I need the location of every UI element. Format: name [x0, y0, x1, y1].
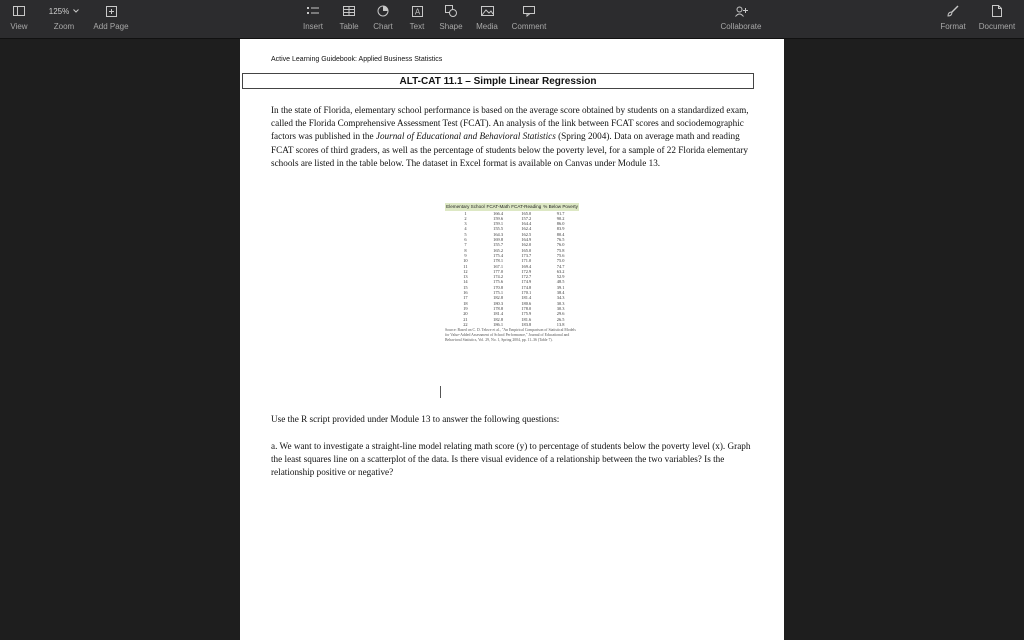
- intro-text-a: In the state of Florida, elementary school performance is based on the average score obtained by students on a standardized exam, called the Florida Comprehensive Assessment Test (FCAT). An analysis of the link between FCAT scores and sociodemographic factors was published in the: [271, 105, 749, 142]
- document-button[interactable]: [976, 0, 1018, 39]
- document-icon: [992, 0, 1002, 22]
- table-cell: 175.6: [493, 279, 504, 285]
- table-cell: 181.4: [493, 311, 504, 317]
- table-cell: 181.4: [521, 295, 532, 301]
- table-cell: 91.7: [556, 210, 565, 216]
- table-cell: 75.8: [556, 247, 565, 253]
- table-cell: 6: [464, 237, 467, 243]
- table-cell: 2: [464, 215, 467, 221]
- table-cell: 80.4: [556, 231, 565, 237]
- table-cell: 167.1: [493, 263, 504, 269]
- table-cell: 175.4: [493, 252, 504, 258]
- table-cell: 178.8: [493, 305, 504, 311]
- collaborate-button[interactable]: [717, 0, 765, 39]
- table-cell: 11: [463, 263, 468, 269]
- table-cell: 48.5: [556, 279, 565, 285]
- table-cell: 178.1: [493, 258, 504, 264]
- document-page[interactable]: [240, 39, 784, 640]
- add-page-button[interactable]: [92, 0, 130, 39]
- table-cell: 162.5: [521, 231, 532, 237]
- svg-text:A: A: [414, 7, 420, 16]
- text-button[interactable]: [406, 0, 428, 39]
- table-cell: 16: [463, 290, 468, 296]
- table-cell: 12: [463, 268, 468, 274]
- chevron-down-icon: [73, 9, 79, 13]
- table-cell: 159.1: [493, 221, 504, 227]
- table-cell: 182.8: [493, 295, 504, 301]
- add-page-icon: [106, 0, 117, 22]
- fcat-table-figure[interactable]: [445, 203, 580, 343]
- table-cell: 21: [463, 316, 468, 322]
- table-cell: 172.9: [521, 268, 532, 274]
- table-cell: 164.9: [521, 237, 532, 243]
- table-cell: 5: [464, 231, 467, 237]
- shape-button[interactable]: [438, 0, 464, 39]
- col-header-math: FCAT-Math: [486, 204, 510, 209]
- comment-label: Comment: [511, 22, 547, 31]
- table-cell: 15: [463, 284, 468, 290]
- page-title: ALT-CAT 11.1 – Simple Linear Regression: [242, 73, 754, 89]
- view-label: View: [10, 22, 28, 31]
- table-cell: 162.0: [521, 242, 532, 248]
- table-cell: 20: [463, 311, 468, 317]
- add-page-label: Add Page: [93, 22, 129, 31]
- comment-icon: [523, 0, 535, 22]
- table-cell: 26.5: [556, 316, 565, 322]
- table-cell: 22: [463, 321, 468, 327]
- table-row: [445, 322, 579, 327]
- table-cell: 157.2: [521, 215, 532, 221]
- table-cell: 170.8: [493, 284, 504, 290]
- table-cell: 76.5: [556, 237, 565, 243]
- table-source-note: Source: Based on C. D. Tekwe et al., "An Empirical Comparison of Statistical Models for Value-Added Assessment of School Performance," Journal of Educational and Behavioral Statistics, Vol. 29, No. 1, Spring 2004, pp. 11–36 (Table 7).: [445, 328, 576, 343]
- table-cell: 75.6: [556, 252, 565, 258]
- photo-icon: [481, 0, 494, 22]
- insert-button[interactable]: [300, 0, 326, 39]
- sidebar-icon: [13, 0, 25, 22]
- table-cell: 169.4: [521, 263, 532, 269]
- table-cell: 29.6: [556, 311, 565, 317]
- fcat-data-table: [445, 203, 579, 327]
- comment-button[interactable]: [510, 0, 548, 39]
- table-cell: 19: [463, 305, 468, 311]
- table-cell: 4: [464, 226, 467, 232]
- table-cell: 38.4: [556, 290, 565, 296]
- table-cell: 170.1: [521, 290, 532, 296]
- running-header: Active Learning Guidebook: Applied Business Statistics: [271, 56, 443, 63]
- table-cell: 17: [463, 295, 468, 301]
- table-cell: 174.9: [521, 279, 532, 285]
- format-button[interactable]: [938, 0, 968, 39]
- table-cell: 186.1: [493, 321, 504, 327]
- table-cell: 63.2: [556, 268, 565, 274]
- format-label: Format: [940, 22, 966, 31]
- table-cell: 169.8: [493, 237, 504, 243]
- table-cell: 39.1: [556, 284, 565, 290]
- intro-text-b: (Spring 2004). Data on average math and reading FCAT scores of third graders, as well as the percentage of students below the poverty level, for a sample of 22 Florida elementary schools are listed in the table below. The dataset in Excel format is available on Canvas under Module 13.: [271, 131, 748, 168]
- zoom-label: Zoom: [53, 22, 75, 31]
- intro-paragraph[interactable]: [271, 104, 751, 170]
- insert-label: Insert: [302, 22, 323, 31]
- table-cell: 180.6: [521, 300, 532, 306]
- table-button[interactable]: [337, 0, 361, 39]
- table-cell: 13: [463, 274, 468, 280]
- table-cell: 165.2: [493, 247, 504, 253]
- view-button[interactable]: [8, 0, 30, 39]
- instruction-paragraph[interactable]: Use the R script provided under Module 13 to answer the following questions:: [271, 414, 560, 424]
- table-cell: 7: [464, 242, 467, 248]
- table-cell: 174.8: [521, 284, 532, 290]
- table-cell: 8: [464, 247, 467, 253]
- list-icon: [307, 0, 319, 22]
- table-cell: 159.6: [493, 215, 504, 221]
- collaborate-icon: [735, 0, 748, 22]
- table-cell: 164.4: [521, 221, 532, 227]
- table-cell: 86.0: [556, 221, 565, 227]
- table-cell: 18: [463, 300, 468, 306]
- table-cell: 182.8: [493, 316, 504, 322]
- chart-label: Chart: [373, 22, 393, 31]
- journal-title: Journal of Educational and Behavioral Statistics: [375, 131, 556, 142]
- table-cell: 1: [464, 210, 467, 216]
- collaborate-label: Collaborate: [720, 22, 762, 31]
- shape-label: Shape: [439, 22, 463, 31]
- table-cell: 172.7: [521, 274, 532, 280]
- text-cursor: [440, 386, 441, 398]
- pie-chart-icon: [377, 0, 389, 22]
- table-cell: 173.7: [521, 252, 532, 258]
- col-header-poverty: % Below Poverty: [543, 204, 578, 209]
- col-header-school: Elementary School: [446, 204, 485, 209]
- question-a-paragraph[interactable]: a. We want to investigate a straight-line model relating math score (y) to percentage of students below the poverty level (x). Graph the least squares line on a scatterplot of the data. Is there visual evidence of a relationship between the two variables? Is the relationship positive or negative?: [271, 441, 751, 478]
- table-label: Table: [339, 22, 359, 31]
- table-cell: 76.0: [556, 242, 565, 248]
- document-canvas[interactable]: [0, 39, 1024, 640]
- table-icon: [343, 0, 355, 22]
- table-cell: 174.2: [493, 274, 504, 280]
- table-cell: 183.8: [521, 321, 532, 327]
- table-cell: 175.9: [521, 311, 532, 317]
- table-cell: 75.0: [556, 258, 565, 264]
- table-cell: 171.0: [521, 258, 532, 264]
- table-cell: 165.0: [521, 247, 532, 253]
- table-cell: 30.3: [556, 305, 565, 311]
- media-button[interactable]: [474, 0, 500, 39]
- table-cell: 9: [464, 252, 467, 258]
- table-cell: 175.1: [493, 290, 504, 296]
- table-cell: 90.2: [556, 215, 565, 221]
- paintbrush-icon: [947, 0, 959, 22]
- table-cell: 14: [463, 279, 468, 285]
- text-label: Text: [409, 22, 425, 31]
- table-cell: 34.3: [556, 295, 565, 301]
- zoom-value[interactable]: 125%: [48, 6, 70, 16]
- table-cell: 165.0: [521, 210, 532, 216]
- table-cell: 10: [463, 258, 468, 264]
- table-cell: 177.0: [493, 268, 504, 274]
- table-cell: 3: [464, 221, 467, 227]
- table-cell: 164.3: [493, 231, 504, 237]
- table-cell: 155.5: [493, 226, 504, 232]
- table-cell: 181.6: [521, 316, 532, 322]
- table-cell: 162.4: [521, 226, 532, 232]
- table-cell: 13.8: [556, 321, 565, 327]
- table-cell: 155.7: [493, 242, 504, 248]
- col-header-reading: FCAT-Reading: [511, 204, 542, 209]
- text-box-icon: [412, 0, 423, 22]
- table-cell: 30.3: [556, 300, 565, 306]
- table-cell: 178.0: [521, 305, 532, 311]
- zoom-control[interactable]: [44, 0, 84, 39]
- table-cell: 74.7: [556, 263, 565, 269]
- toolbar: [0, 0, 1024, 39]
- table-cell: 180.3: [493, 300, 504, 306]
- document-label: Document: [978, 22, 1016, 31]
- table-cell: 52.9: [556, 274, 565, 280]
- shape-icon: [445, 0, 457, 22]
- table-cell: 166.4: [493, 210, 504, 216]
- media-label: Media: [476, 22, 498, 31]
- table-cell: 83.9: [556, 226, 565, 232]
- chart-button[interactable]: [371, 0, 395, 39]
